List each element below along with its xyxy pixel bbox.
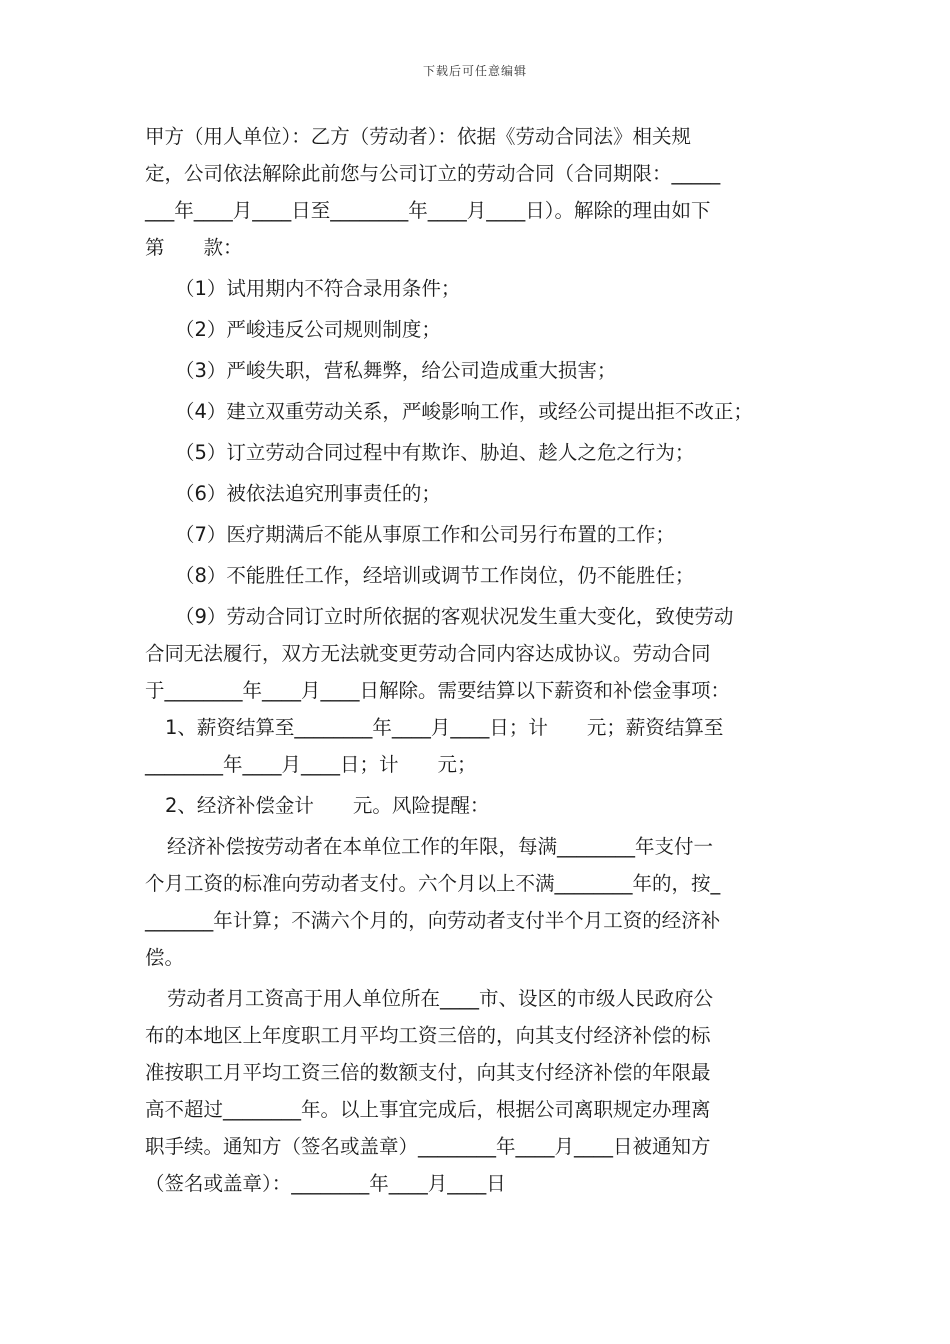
reason-item-9: （9）劳动合同订立时所依据的客观状况发生重大变化，致使劳动 — [175, 605, 734, 628]
reason-item-5: （5）订立劳动合同过程中有欺诈、胁迫、趁人之危之行为； — [175, 441, 695, 464]
reason-item-1: （1）试用期内不符合录用条件； — [175, 277, 461, 300]
reason-item-6: （6）被依法追究刑事责任的； — [175, 482, 441, 505]
high-wage-paragraph-line: 准按职工月平均工资三倍的数额支付，向其支付经济补偿的年限最 — [145, 1061, 711, 1084]
reason-item-7: （7）医疗期满后不能从事原工作和公司另行布置的工作； — [175, 523, 675, 546]
settlement-line: ________年____月____日；计 元； — [145, 753, 477, 776]
high-wage-paragraph-line: 高不超过________年。以上事宜完成后，根据公司离职规定办理离 — [145, 1098, 711, 1121]
high-wage-paragraph-line: 布的本地区上年度职工月平均工资三倍的，向其支付经济补偿的标 — [145, 1024, 711, 1047]
reason-item-9-cont: 于________年____月____日解除。需要结算以下薪资和补偿金事项： — [145, 679, 731, 702]
reason-item-3: （3）严峻失职，营私舞弊，给公司造成重大损害； — [175, 359, 617, 382]
signature-line: 职手续。通知方（签名或盖章）________年____月____日被通知方 — [145, 1135, 711, 1158]
risk-paragraph-line: 个月工资的标准向劳动者支付。六个月以上不满________年的，按_ — [145, 872, 721, 895]
compensation-line: 2、经济补偿金计 元。风险提醒： — [165, 794, 490, 817]
settlement-line: 1、薪资结算至________年____月____日；计 元；薪资结算至 — [165, 716, 724, 739]
intro-line: ___年____月____日至________年____月____日）。解除的理由如下 — [145, 199, 711, 222]
document-body — [145, 118, 810, 1202]
signature-line: （签名或盖章）：________年____月____日 — [145, 1172, 506, 1195]
risk-paragraph-line: 偿。 — [145, 946, 185, 969]
risk-paragraph-line: 经济补偿按劳动者在本单位工作的年限，每满________年支付一 — [167, 835, 714, 858]
reason-item-2: （2）严峻违反公司规则制度； — [175, 318, 441, 341]
intro-line: 第 款： — [145, 236, 243, 259]
intro-line: 定，公司依法解除此前您与公司订立的劳动合同（合同期限：_____ — [145, 162, 721, 185]
page-header: 下载后可任意编辑 — [422, 64, 527, 78]
high-wage-paragraph-line: 劳动者月工资高于用人单位所在____市、设区的市级人民政府公 — [167, 987, 714, 1010]
reason-item-4: （4）建立双重劳动关系，严峻影响工作，或经公司提出拒不改正； — [175, 400, 753, 423]
reason-item-8: （8）不能胜任工作，经培训或调节工作岗位，仍不能胜任； — [175, 564, 695, 587]
reason-item-9-cont: 合同无法履行，双方无法就变更劳动合同内容达成协议。劳动合同 — [145, 642, 711, 665]
intro-line: 甲方（用人单位）：乙方（劳动者）：依据《劳动合同法》相关规 — [145, 125, 692, 148]
risk-paragraph-line: _______年计算；不满六个月的，向劳动者支付半个月工资的经济补 — [145, 909, 721, 932]
